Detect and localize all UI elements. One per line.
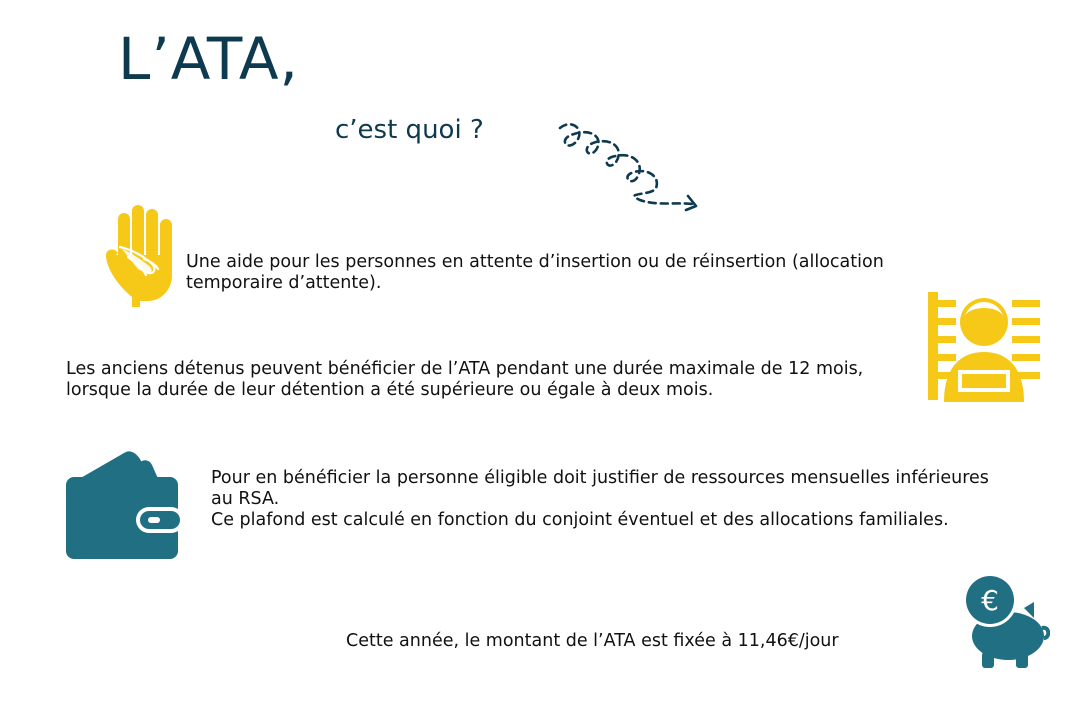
helping-hand-icon [104, 203, 176, 307]
paragraph-line: Cette année, le montant de l’ATA est fixée à 11,46€/jour [346, 631, 839, 651]
page-title: L’ATA, [118, 25, 299, 93]
insertion-aid-paragraph [186, 252, 884, 294]
wallet-icon [64, 443, 184, 561]
paragraph-line: Ce plafond est calculé en fonction du conjoint éventuel et des allocations familiales. [211, 510, 949, 530]
paragraph-line: Pour en bénéficier la personne éligible doit justifier de ressources mensuelles inférieures [211, 468, 989, 488]
page-subtitle: c’est quoi ? [335, 115, 484, 145]
dashed-swirl-arrow-icon [552, 116, 708, 216]
paragraph-line: temporaire d’attente). [186, 273, 382, 293]
amount-paragraph [346, 631, 839, 652]
eligibility-paragraph [211, 468, 989, 531]
paragraph-line: Une aide pour les personnes en attente d’insertion ou de réinsertion (allocation [186, 252, 884, 272]
euro-piggy-bank-icon [964, 572, 1050, 668]
svg-text:€: € [981, 584, 999, 617]
paragraph-line: Les anciens détenus peuvent bénéficier de l’ATA pendant une durée maximale de 12 mois, [66, 359, 864, 379]
prisoner-icon [924, 290, 1044, 402]
paragraph-line: lorsque la durée de leur détention a été supérieure ou égale à deux mois. [66, 380, 714, 400]
paragraph-line: au RSA. [211, 489, 280, 509]
former-detainees-paragraph [66, 359, 863, 401]
